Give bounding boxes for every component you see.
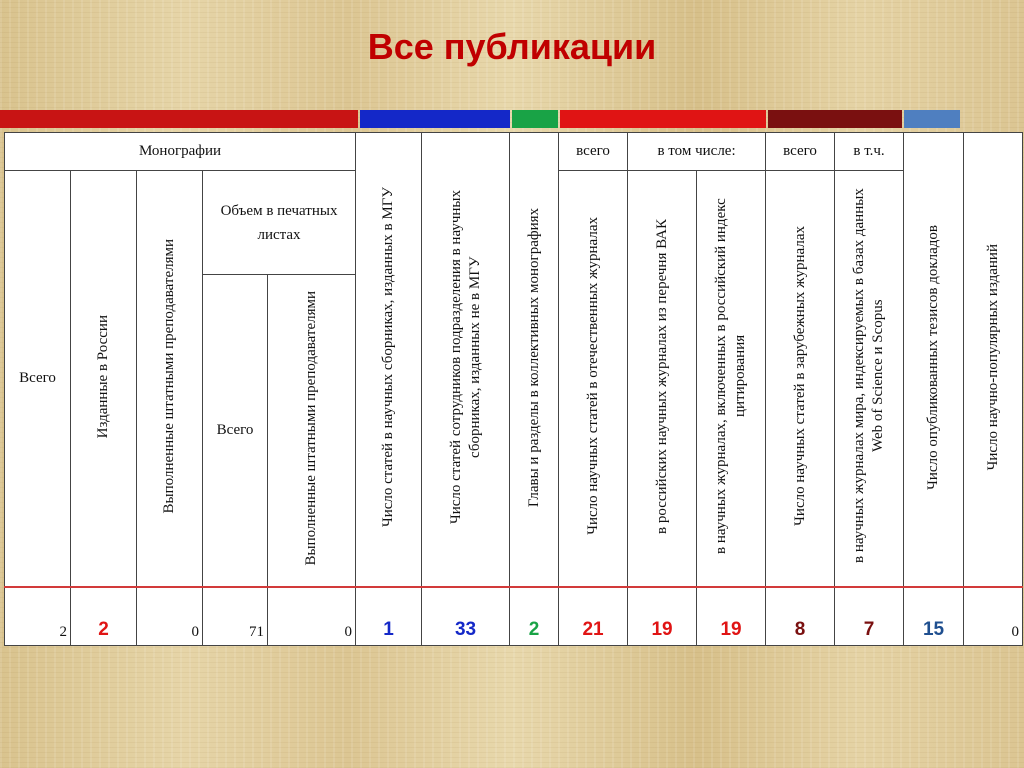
value-rinc: 19 bbox=[697, 587, 766, 645]
value-chapters: 2 bbox=[510, 587, 559, 645]
header-popular: Число научно-популярных изданий bbox=[964, 133, 1023, 588]
value-mono-total: 2 bbox=[5, 587, 71, 645]
header-rinc: в научных журналах, включенных в российский индекс цитирования bbox=[697, 171, 766, 588]
color-bar-lightblue bbox=[904, 110, 960, 128]
slide-title: Все публикации bbox=[367, 26, 657, 67]
value-abstracts: 15 bbox=[904, 587, 964, 645]
header-vak: в российских научных журналах из перечня ВАК bbox=[628, 171, 697, 588]
header-mono-staff: Выполненные штатными преподавателями bbox=[137, 171, 203, 588]
header-all-domestic: всего bbox=[559, 133, 628, 171]
header-wos: в научных журналах мира, индексируемых в базах данных Web of Science и Scopus bbox=[835, 171, 904, 588]
color-bar-green bbox=[512, 110, 558, 128]
header-chapters: Главы и разделы в коллективных монографиях bbox=[510, 133, 559, 588]
header-other-collections: Число статей сотрудников подразделения в научных сборниках, изданных не в МГУ bbox=[422, 133, 510, 588]
value-foreign: 8 bbox=[766, 587, 835, 645]
header-msu-collections: Число статей в научных сборниках, изданных в МГУ bbox=[356, 133, 422, 588]
publications-table bbox=[4, 132, 1022, 646]
value-wos: 7 bbox=[835, 587, 904, 645]
header-domestic: Число научных статей в отечественных журналах bbox=[559, 171, 628, 588]
value-mono-russia: 2 bbox=[71, 587, 137, 645]
header-volume-total: Всего bbox=[203, 275, 268, 588]
color-bar-red-2 bbox=[560, 110, 766, 128]
header-mono-russia: Изданные в России bbox=[71, 171, 137, 588]
value-other-collections: 33 bbox=[422, 587, 510, 645]
color-bar-darkred bbox=[768, 110, 902, 128]
color-bar-red bbox=[0, 110, 358, 128]
value-mono-staff: 0 bbox=[137, 587, 203, 645]
header-including-domestic: в том числе: bbox=[628, 133, 766, 171]
header-foreign: Число научных статей в зарубежных журналах bbox=[766, 171, 835, 588]
value-volume-staff: 0 bbox=[268, 587, 356, 645]
header-monographs: Монографии bbox=[5, 133, 356, 171]
value-vak: 19 bbox=[628, 587, 697, 645]
header-volume-staff: Выполненные штатными преподавателями bbox=[268, 275, 356, 588]
header-including-foreign: в т.ч. bbox=[835, 133, 904, 171]
value-msu-collections: 1 bbox=[356, 587, 422, 645]
value-popular: 0 bbox=[964, 587, 1023, 645]
header-abstracts: Число опубликованных тезисов докладов bbox=[904, 133, 964, 588]
value-domestic: 21 bbox=[559, 587, 628, 645]
header-volume: Объем в печатных листах bbox=[203, 171, 356, 275]
color-bar-blue bbox=[360, 110, 510, 128]
value-volume-total: 71 bbox=[203, 587, 268, 645]
header-all-foreign: всего bbox=[766, 133, 835, 171]
header-mono-total: Всего bbox=[5, 171, 71, 588]
